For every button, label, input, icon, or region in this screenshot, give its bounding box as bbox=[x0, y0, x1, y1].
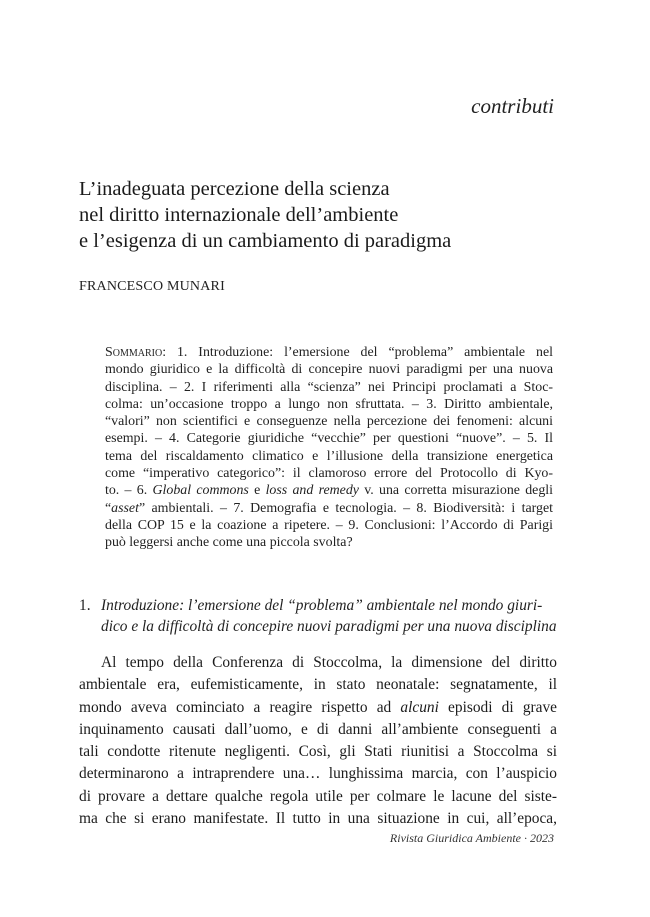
section-number: 1. bbox=[79, 597, 91, 614]
summary-line: colma: un’occasione troppo a lungo non sfruttata. – 3. Diritto ambientale, bbox=[105, 396, 553, 412]
summary-line bbox=[105, 482, 553, 499]
heading-line: Introduzione: l’emersione del “problema” ambientale nel mondo giuri- bbox=[101, 597, 543, 614]
paragraph-italic: alcuni bbox=[400, 698, 439, 716]
article-title bbox=[79, 176, 579, 254]
paragraph-line: di provare a dettare qualche regola utile per colmare le lacune del siste- bbox=[79, 787, 557, 805]
summary-text: v. una corretta misurazione degli bbox=[358, 483, 553, 499]
section-heading bbox=[79, 595, 557, 637]
summary-text: e bbox=[248, 483, 266, 499]
paragraph-line: ambientale era, eufemisticamente, in stato neonatale: segnatamente, il bbox=[79, 676, 557, 694]
paragraph-line: ma che si erano manifestate. Il tutto in una situazione in cui, all’epoca, bbox=[79, 810, 557, 828]
summary-italic: loss and remedy bbox=[265, 483, 359, 499]
summary-line: della COP 15 e la coazione a ripetere. – 9. Conclusioni: l’Accordo di Parigi bbox=[105, 517, 553, 533]
title-line: L’inadeguata percezione della scienza bbox=[79, 178, 390, 200]
title-line: e l’esigenza di un cambiamento di paradigma bbox=[79, 230, 452, 252]
title-line: nel diritto internazionale dell’ambiente bbox=[79, 204, 399, 226]
summary-line bbox=[105, 500, 553, 517]
summary-text: to. – 6. bbox=[105, 483, 153, 499]
summary-text: “ bbox=[105, 500, 112, 516]
summary-italic: Global commons bbox=[152, 483, 249, 499]
summary-line: tema del riscaldamento climatico e l’illusione della transizione energetica bbox=[105, 448, 553, 464]
summary-text: : 1. Introduzione: l’emersione del “problema” ambientale nel bbox=[162, 345, 553, 360]
summary-line bbox=[105, 344, 553, 361]
section-label: contributi bbox=[471, 94, 554, 118]
paragraph-line: Al tempo della Conferenza di Stoccolma, la dimensione del diritto bbox=[101, 654, 557, 671]
summary-line: può leggersi anche come una piccola svolta? bbox=[105, 535, 353, 551]
summary-block bbox=[105, 344, 553, 552]
body-paragraph bbox=[79, 652, 557, 830]
summary-label: Sommario bbox=[105, 345, 163, 360]
summary-text: ” ambientali. – 7. Demografia e tecnologia. – 8. Biodiversità: i target bbox=[138, 500, 553, 516]
paragraph-line: inquinamento causati dall’uomo, e di danni all’ambiente conseguenti a bbox=[79, 720, 557, 738]
summary-line: disciplina. – 2. I riferimenti alla “scienza” nei Principi proclamati a Stoc- bbox=[105, 379, 553, 395]
paragraph-text: episodi di grave bbox=[438, 698, 557, 716]
summary-line: come “imperativo categorico”: il clamoroso errore del Protocollo di Kyo- bbox=[105, 466, 553, 482]
summary-line: esempi. – 4. Categorie giuridiche “vecchie” per questioni “nuove”. – 5. Il bbox=[105, 431, 553, 447]
heading-line: dico e la difficoltà di concepire nuovi paradigmi per una nuova disciplina bbox=[101, 618, 557, 635]
author-name: FRANCESCO MUNARI bbox=[79, 279, 225, 294]
paragraph-line bbox=[79, 697, 557, 719]
journal-footer: Rivista Giuridica Ambiente · 2023 bbox=[389, 831, 554, 845]
summary-line: “valori” non scientifici e conseguenze nella percezione dei fenomeni: alcuni bbox=[105, 414, 553, 430]
summary-italic: asset bbox=[111, 500, 139, 516]
paragraph-line: tali condotte ritenute negligenti. Così, gli Stati riunitisi a Stoccolma si bbox=[79, 743, 557, 761]
paragraph-text: mondo aveva cominciato a reagire rispetto ad bbox=[79, 698, 401, 716]
paragraph-line: determinarono a intraprendere una… lunghissima marcia, con l’auspicio bbox=[79, 765, 557, 783]
summary-line: mondo giuridico e la difficoltà di concepire nuovi paradigmi per una nuova bbox=[105, 362, 553, 378]
